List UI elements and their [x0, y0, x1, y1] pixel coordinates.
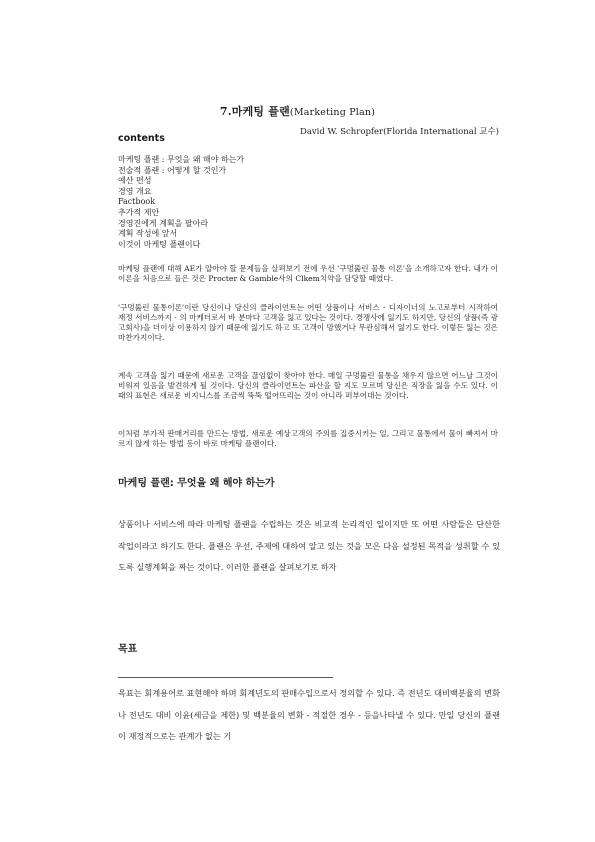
intro-paragraph: 마케팅 플랜에 대해 AE가 알아야 할 문제들을 살펴보기 전에 우선 '구멍뚫린 물통 이론'을 소개하고자 한다. 내가 이 이론을 처음으로 들은 것은 Procter & Gamble사의 Clkem치약을 담당할 때였다.	[118, 264, 498, 283]
toc-item: Factbook	[118, 197, 156, 207]
section-heading-objectives: 목표	[118, 644, 138, 655]
author-line: David W. Schropfer(Florida International 교수)	[300, 127, 499, 137]
intro-paragraph: 계속 고객을 잃기 때문에 새로운 고객을 끊임없이 찾아야 한다. 매일 구멍뚫린 물통을 채우지 않으면 어느날 그것이 비워져 있음을 발견하게 될 것이다. 당신의 클라이언트는 파산을 할 지도 모르며 당신은 직장을 잃을 수도 있다. 이 때의 표현은 새로운 비지니스를 조금씩 뚝뚝 떨어뜨리는 것이 아니라 퍼부어대는 것이다.	[118, 371, 498, 400]
page-title	[0, 103, 595, 119]
title-subtitle: (Marketing Plan)	[289, 107, 376, 118]
section-body-objectives: 목표는 회계용어로 표현해야 하며 회계년도의 판매수입으로서 정의할 수 있다. 즉 전년도 대비백분율의 변화나 전년도 대비 이윤(세금을 제한) 및 백분율의 변화 - 적절한 경우 - 등을나타낼 수 있다. 만일 당신의 플랜이 재정적으로는 관계가 없는 기	[118, 688, 500, 742]
section-divider	[118, 677, 333, 678]
intro-paragraph: '구멍뚫린 물통이론'이란 당신이나 당신의 클라이언트는 어떤 상품이나 서비스 - 디자이너의 노고로부터 시작하여 재정 서비스까지 - 의 마케터로서 바 분마다 고객을 잃고 있다는 것이다. 경쟁사에 잃기도 하지만, 당신의 상품(즉 광고회사)을 더이상 이용하지 않기 때문에 잃기도 하고 또 고객이 망했거나 무관심해서 잃기도 한다. 이렇든 잃는 것은 마찬가지이다.	[118, 303, 498, 342]
toc-item: 마케팅 플랜 : 무엇을 왜 해야 하는가	[118, 155, 245, 164]
title-main: 7.마케팅 플랜	[219, 105, 290, 118]
table-of-contents	[118, 155, 244, 250]
section-heading-marketing-plan: 마케팅 플랜: 무엇을 왜 해야 하는가	[118, 478, 275, 489]
toc-item: 전술적 플랜 : 어떻게 할 것인가	[118, 165, 227, 175]
intro-paragraph: 이처럼 부가적 판매거리를 만드는 방법, 새로운 예상고객의 주의를 집중시키는 일, 그리고 물통에서 물이 빠져서 마르지 않게 하는 방법 등이 바로 마케팅 플랜이다.	[118, 429, 498, 448]
toc-item: 경영진에게 계획을 팔아라	[118, 218, 209, 228]
toc-item: 추가적 제안	[118, 207, 160, 217]
toc-item: 예산 편성	[118, 176, 152, 186]
toc-item: 계획 작성에 앞서	[118, 229, 178, 239]
toc-item: 경영 개요	[118, 186, 152, 196]
contents-heading: contents	[118, 133, 165, 144]
section-body-marketing-plan: 상품이나 서비스에 따라 마케팅 플랜을 수립하는 것은 비교적 논리적인 일이지만 또 어떤 사람들은 단산한 작업이라고 하기도 한다. 플랜은 우선, 주제에 대하여 알고 있는 것을 모은 다음 설정된 목적을 성취할 수 있도록 실행계획을 짜는 것이다. 이러한 플랜을 살펴보기로 하자	[118, 519, 500, 573]
toc-item: 이것이 마케팅 플랜이다	[118, 239, 201, 249]
